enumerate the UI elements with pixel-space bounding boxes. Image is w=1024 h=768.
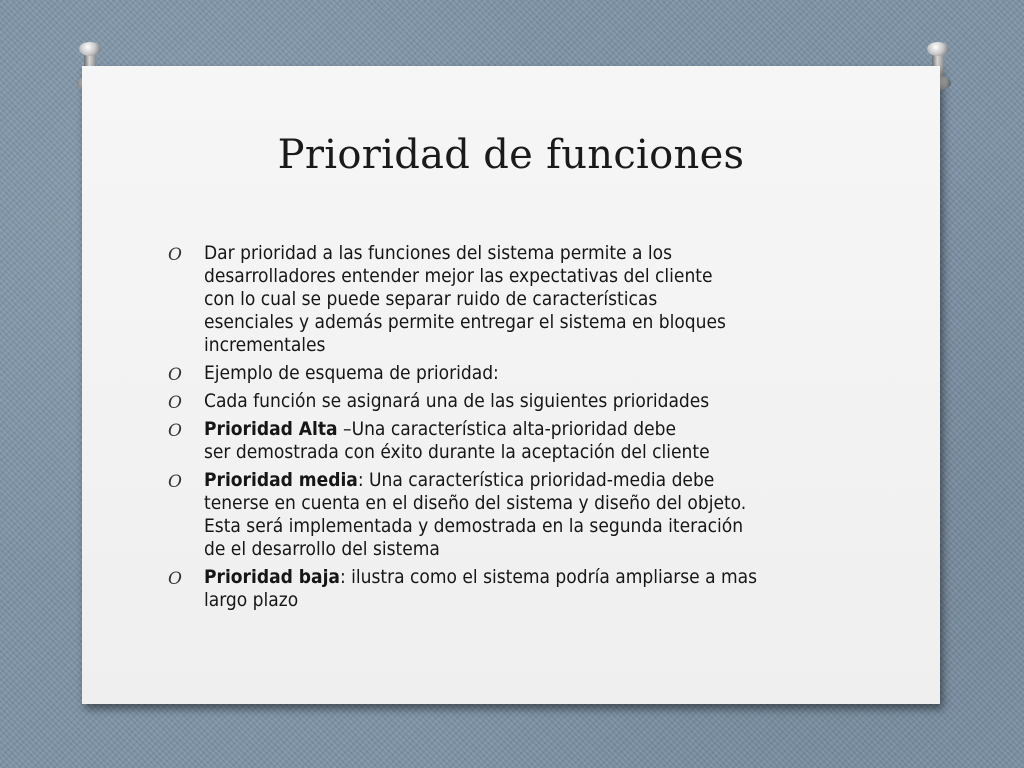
bullet-item [168, 242, 868, 357]
bullet-line: incrementales [204, 334, 326, 356]
bullet-marker-icon: O [168, 421, 182, 441]
priority-term: Prioridad Alta [204, 418, 338, 440]
bullet-line: con lo cual se puede separar ruido de características [204, 288, 658, 310]
bullet-marker-icon: O [168, 245, 182, 265]
bullet-line: : ilustra como el sistema podría ampliarse a mas [339, 566, 758, 588]
bullet-marker-icon: O [168, 569, 182, 589]
bullet-marker-icon: O [168, 393, 182, 413]
bullet-marker-icon: O [168, 472, 182, 492]
bullet-marker-icon: O [168, 365, 182, 385]
bullet-line: Ejemplo de esquema de prioridad: [204, 362, 499, 384]
bullet-item [168, 390, 868, 413]
priority-term: Prioridad baja [204, 566, 340, 588]
bullet-line: Esta será implementada y demostrada en la segunda iteración [204, 515, 744, 537]
bullet-item [168, 469, 868, 561]
bullet-line: de el desarrollo del sistema [204, 538, 440, 560]
bullet-line: Cada función se asignará una de las siguientes prioridades [204, 390, 710, 412]
bullet-line: largo plazo [204, 589, 299, 611]
bullet-line: tenerse en cuenta en el diseño del sistema y diseño del objeto. [204, 492, 747, 514]
bullet-line: Dar prioridad a las funciones del sistema permite a los [204, 242, 673, 264]
bullet-item [168, 362, 868, 385]
bullet-item [168, 566, 868, 612]
bullet-line: esenciales y además permite entregar el sistema en bloques [204, 311, 726, 333]
bullet-item [168, 418, 868, 464]
bullet-line: –Una característica alta-prioridad debe [337, 418, 677, 440]
bullet-list [168, 242, 868, 617]
slide-title: Prioridad de funciones [277, 132, 745, 178]
bullet-line: desarrolladores entender mejor las expectativas del cliente [204, 265, 713, 287]
bullet-line: ser demostrada con éxito durante la aceptación del cliente [204, 441, 710, 463]
bullet-line: : Una característica prioridad-media debe [357, 469, 715, 491]
priority-term: Prioridad media [204, 469, 358, 491]
